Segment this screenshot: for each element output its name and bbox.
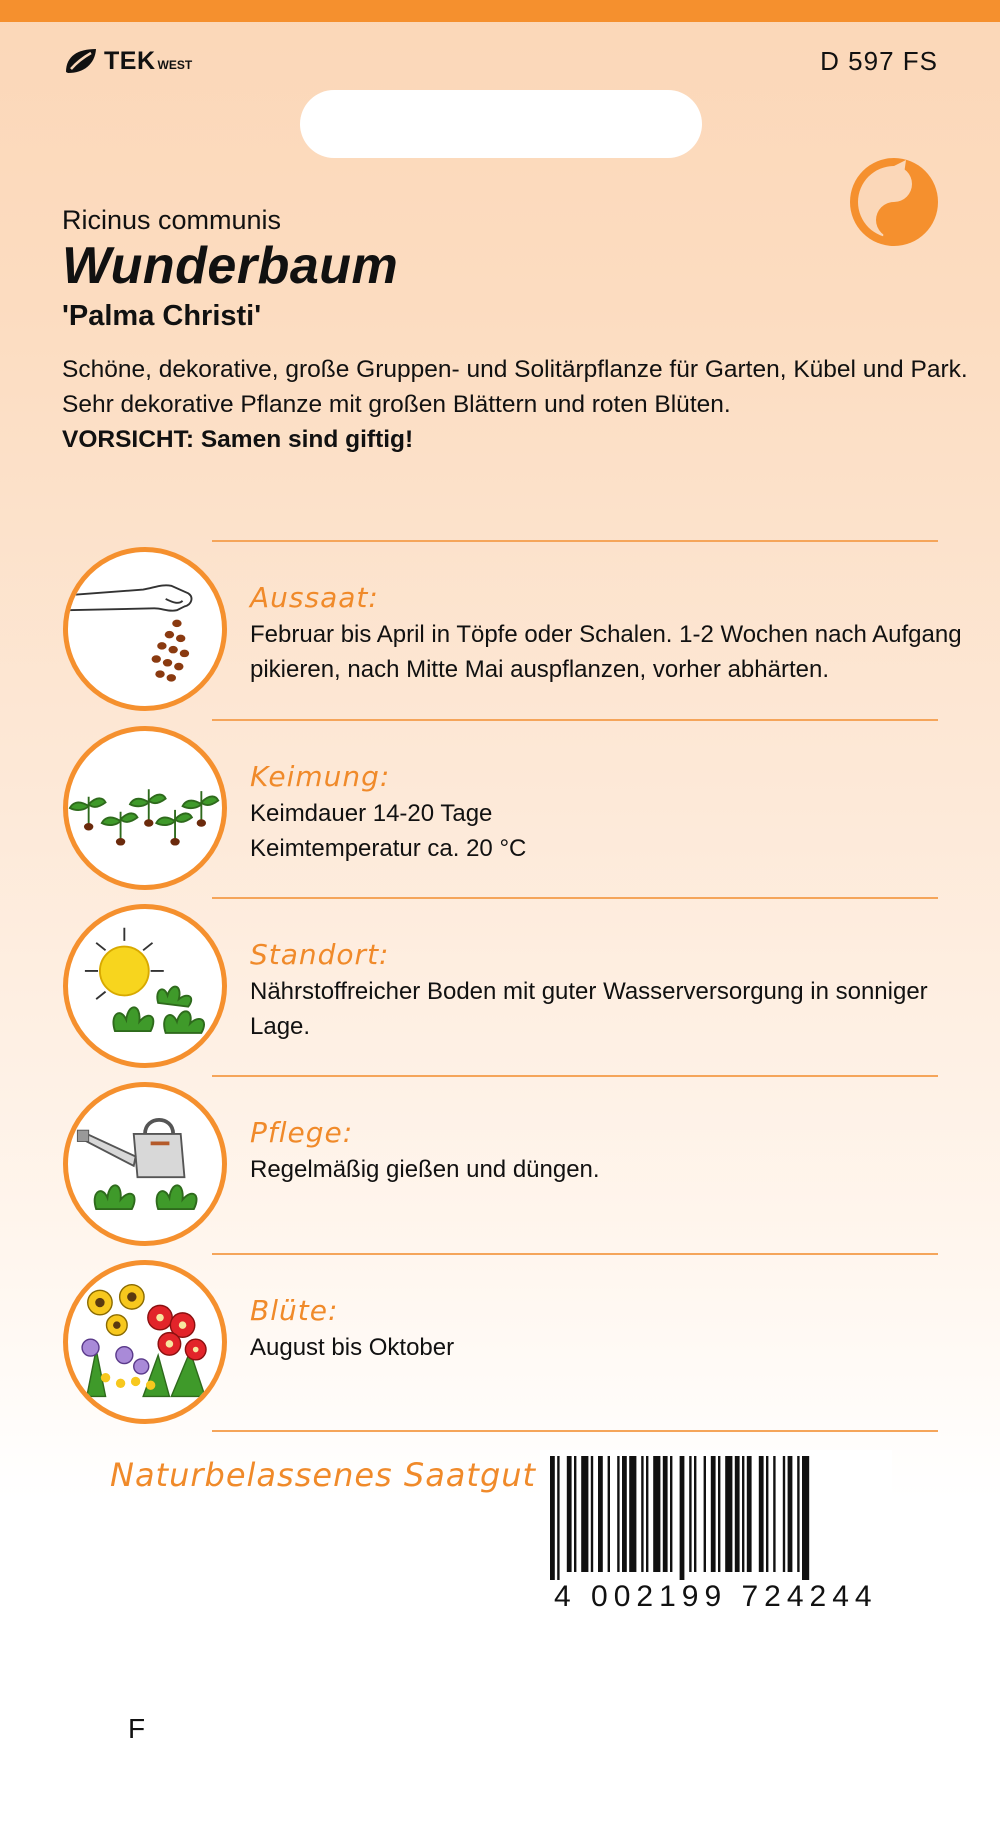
barcode-bar — [629, 1456, 636, 1572]
section-keimung — [0, 724, 1000, 902]
section-title: Blüte: — [250, 1294, 339, 1327]
tagline: Naturbelassenes Saatgut — [110, 1456, 537, 1494]
barcode-bars — [540, 1450, 892, 1580]
barcode-bar — [766, 1456, 768, 1572]
brand-name: TEK — [104, 46, 156, 75]
section-title: Standort: — [250, 938, 390, 971]
brand-sub: WEST — [157, 58, 193, 72]
section-text — [250, 974, 940, 1044]
barcode-bar — [725, 1456, 732, 1572]
barcode-bar — [802, 1456, 809, 1580]
section-line: Keimdauer 14-20 Tage — [250, 800, 493, 827]
common-name: Wunderbaum — [62, 237, 399, 295]
latin-name: Ricinus communis — [62, 205, 282, 235]
section-bluete — [0, 1258, 1000, 1436]
barcode-bar — [641, 1456, 643, 1572]
barcode-bar — [759, 1456, 764, 1572]
barcode-bar — [783, 1456, 785, 1572]
description — [62, 352, 968, 457]
barcode-bar — [567, 1456, 572, 1572]
section-standort — [0, 902, 1000, 1080]
label-field — [300, 90, 702, 158]
barcode-bar — [646, 1456, 648, 1572]
barcode-bar — [773, 1456, 775, 1572]
green-dot-recycle-icon — [848, 156, 940, 248]
section-text — [250, 617, 962, 687]
section-line: pikieren, nach Mitte Mai auspflanzen, vorher abhärten. — [250, 656, 829, 683]
section-title: Keimung: — [250, 760, 391, 793]
product-code: D 597 FS — [820, 46, 938, 76]
divider — [212, 540, 938, 542]
barcode-bar — [653, 1456, 660, 1572]
section-text — [250, 796, 940, 866]
leaf-icon — [62, 46, 98, 76]
seedlings-icon — [63, 726, 227, 890]
barcode-bar — [797, 1456, 799, 1572]
section-title: Pflege: — [250, 1116, 354, 1149]
barcode-bar — [550, 1456, 555, 1580]
barcode-bar — [735, 1456, 740, 1572]
barcode-bar — [718, 1456, 720, 1572]
barcode-bar — [663, 1456, 668, 1572]
top-orange-bar — [0, 0, 1000, 22]
barcode-bar — [742, 1456, 744, 1572]
section-line: Lage. — [250, 1013, 311, 1040]
section-text — [250, 1330, 940, 1365]
barcode-bar — [622, 1456, 627, 1572]
barcode-bar — [689, 1456, 691, 1572]
flowers-icon — [63, 1260, 227, 1424]
barcode-bar — [574, 1456, 576, 1572]
brand-logo — [62, 46, 192, 76]
sun-plant-icon — [63, 904, 227, 1068]
barcode-bar — [670, 1456, 672, 1572]
barcode-bar — [680, 1456, 685, 1580]
footer-letter: F — [128, 1713, 146, 1744]
barcode-bar — [747, 1456, 752, 1572]
sowing-hand-icon — [63, 547, 227, 711]
watering-can-icon — [63, 1082, 227, 1246]
barcode-bar — [608, 1456, 610, 1572]
barcode-bar — [581, 1456, 588, 1572]
description-line: Sehr dekorative Pflanze mit großen Blättern und roten Blüten. — [62, 391, 731, 418]
variety-name: 'Palma Christi' — [62, 300, 262, 332]
barcode-bar — [704, 1456, 706, 1572]
barcode-bar — [617, 1456, 619, 1572]
barcode-bar — [694, 1456, 696, 1572]
section-aussaat — [0, 545, 1000, 723]
section-title: Aussaat: — [250, 581, 379, 614]
barcode-number: 4 002199 724244 — [554, 1580, 878, 1613]
section-line: Keimtemperatur ca. 20 °C — [250, 835, 527, 862]
barcode-bar — [711, 1456, 716, 1572]
warning-text: VORSICHT: Samen sind giftig! — [62, 426, 414, 453]
barcode — [540, 1450, 892, 1660]
section-text — [250, 1152, 940, 1187]
description-line: Schöne, dekorative, große Gruppen- und Solitärpflanze für Garten, Kübel und Park. — [62, 356, 968, 383]
section-line: Februar bis April in Töpfe oder Schalen. 1-2 Wochen nach Aufgang — [250, 621, 962, 648]
barcode-bar — [788, 1456, 793, 1572]
barcode-bar — [598, 1456, 603, 1572]
barcode-bar — [557, 1456, 559, 1580]
section-line: Nährstoffreicher Boden mit guter Wasserversorgung in sonniger — [250, 978, 928, 1005]
section-line: Regelmäßig gießen und düngen. — [250, 1156, 600, 1183]
barcode-bar — [591, 1456, 593, 1572]
section-line: August bis Oktober — [250, 1334, 455, 1361]
section-pflege — [0, 1080, 1000, 1258]
